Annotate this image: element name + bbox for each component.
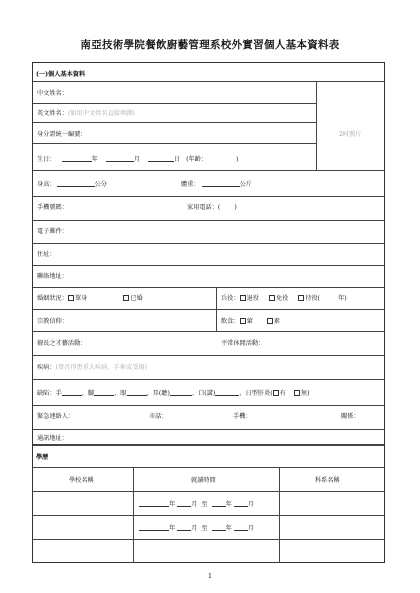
rule [33, 467, 384, 468]
religion-label: 宗教信仰： [37, 318, 68, 325]
rule [33, 309, 384, 310]
address-label: 住址： [37, 251, 56, 258]
hepatitis-yes-checkbox[interactable] [273, 390, 279, 396]
rule [33, 196, 384, 197]
rule [33, 103, 316, 104]
section-heading: (一)個人基本資料 [36, 71, 86, 78]
rule [33, 355, 384, 356]
arts-label: 擅長之才藝活動： [37, 340, 87, 347]
rule [33, 143, 316, 144]
leisure-label: 平常休閒活動： [221, 340, 265, 347]
rule [33, 170, 384, 171]
form-frame [32, 62, 385, 563]
cell-label: 手機： [233, 413, 252, 420]
email-label: 電子郵件： [37, 228, 68, 235]
rule-double [33, 444, 384, 446]
education-heading: 學歷 [36, 454, 49, 461]
military-done-checkbox[interactable] [240, 295, 246, 301]
column-divider [279, 467, 280, 563]
married-checkbox[interactable] [123, 295, 129, 301]
rule [33, 331, 384, 332]
military-service: 兵役： 退役 免役 待役( 年) [221, 295, 347, 302]
col-department: 科系名稱 [315, 477, 340, 484]
contact-address-label: 聯絡地址： [37, 273, 68, 280]
single-checkbox[interactable] [68, 295, 74, 301]
rule [33, 491, 384, 492]
col-school-name: 學校名稱 [69, 477, 94, 484]
page-number: 1 [208, 573, 212, 580]
defects-row: 缺陷：手 、腳 、眼 、耳(聽) 、口(講) 、日型肝炎( 有 無) [37, 390, 310, 397]
hepatitis-no-checkbox[interactable] [294, 390, 300, 396]
photo-divider [316, 81, 317, 170]
military-pending-checkbox[interactable] [298, 295, 304, 301]
diet: 飲食： 葷 素 [221, 318, 280, 325]
rule [33, 405, 384, 406]
rule [33, 379, 384, 380]
military-exempt-checkbox[interactable] [269, 295, 275, 301]
disease-label: 疾病：(曾否得患重大疾病、手術或受傷) [37, 364, 148, 371]
relation-label: 關係： [341, 413, 360, 420]
landline-label: 市話： [149, 413, 168, 420]
column-divider [216, 287, 217, 331]
height-label: 身高： 公分 [37, 181, 107, 188]
period-row-2: 年 月 至 年 月 [139, 524, 254, 532]
birthday-label: 生日： 年 月 日 (年齡： ) [37, 156, 239, 163]
rule [33, 243, 384, 244]
col-period: 就讀時間 [191, 477, 216, 484]
home-phone-label: 家用電話：( ) [187, 204, 237, 211]
name-cn-label: 中文姓名： [37, 90, 68, 97]
column-divider [133, 467, 134, 563]
rule [33, 122, 316, 123]
name-en-label: 英文姓名：(如用中文姓名直接填譯) [37, 110, 135, 117]
weight-label: 體重： 公斤 [181, 181, 252, 188]
marital-status: 婚姻狀況： 單身 已婚 [37, 295, 143, 302]
emergency-contact-label: 緊急連絡人： [37, 413, 75, 420]
photo-label: 2吋照片 [339, 131, 362, 138]
rule [33, 81, 384, 82]
diet-veg-checkbox[interactable] [267, 318, 273, 324]
rule [33, 265, 384, 266]
rule [33, 220, 384, 221]
rule [33, 515, 384, 516]
id-number-label: 身分證統一編號： [37, 131, 87, 138]
rule [33, 539, 384, 540]
rule [33, 429, 384, 430]
rule [33, 287, 384, 288]
comm-address-label: 通訊地址： [37, 435, 68, 442]
document-title: 南亞技術學院餐飲廚藝管理系校外實習個人基本資料表 [80, 39, 340, 51]
period-row-1: 年 月 至 年 月 [139, 500, 254, 508]
mobile-label: 手機號碼： [37, 204, 68, 211]
diet-meat-checkbox[interactable] [240, 318, 246, 324]
